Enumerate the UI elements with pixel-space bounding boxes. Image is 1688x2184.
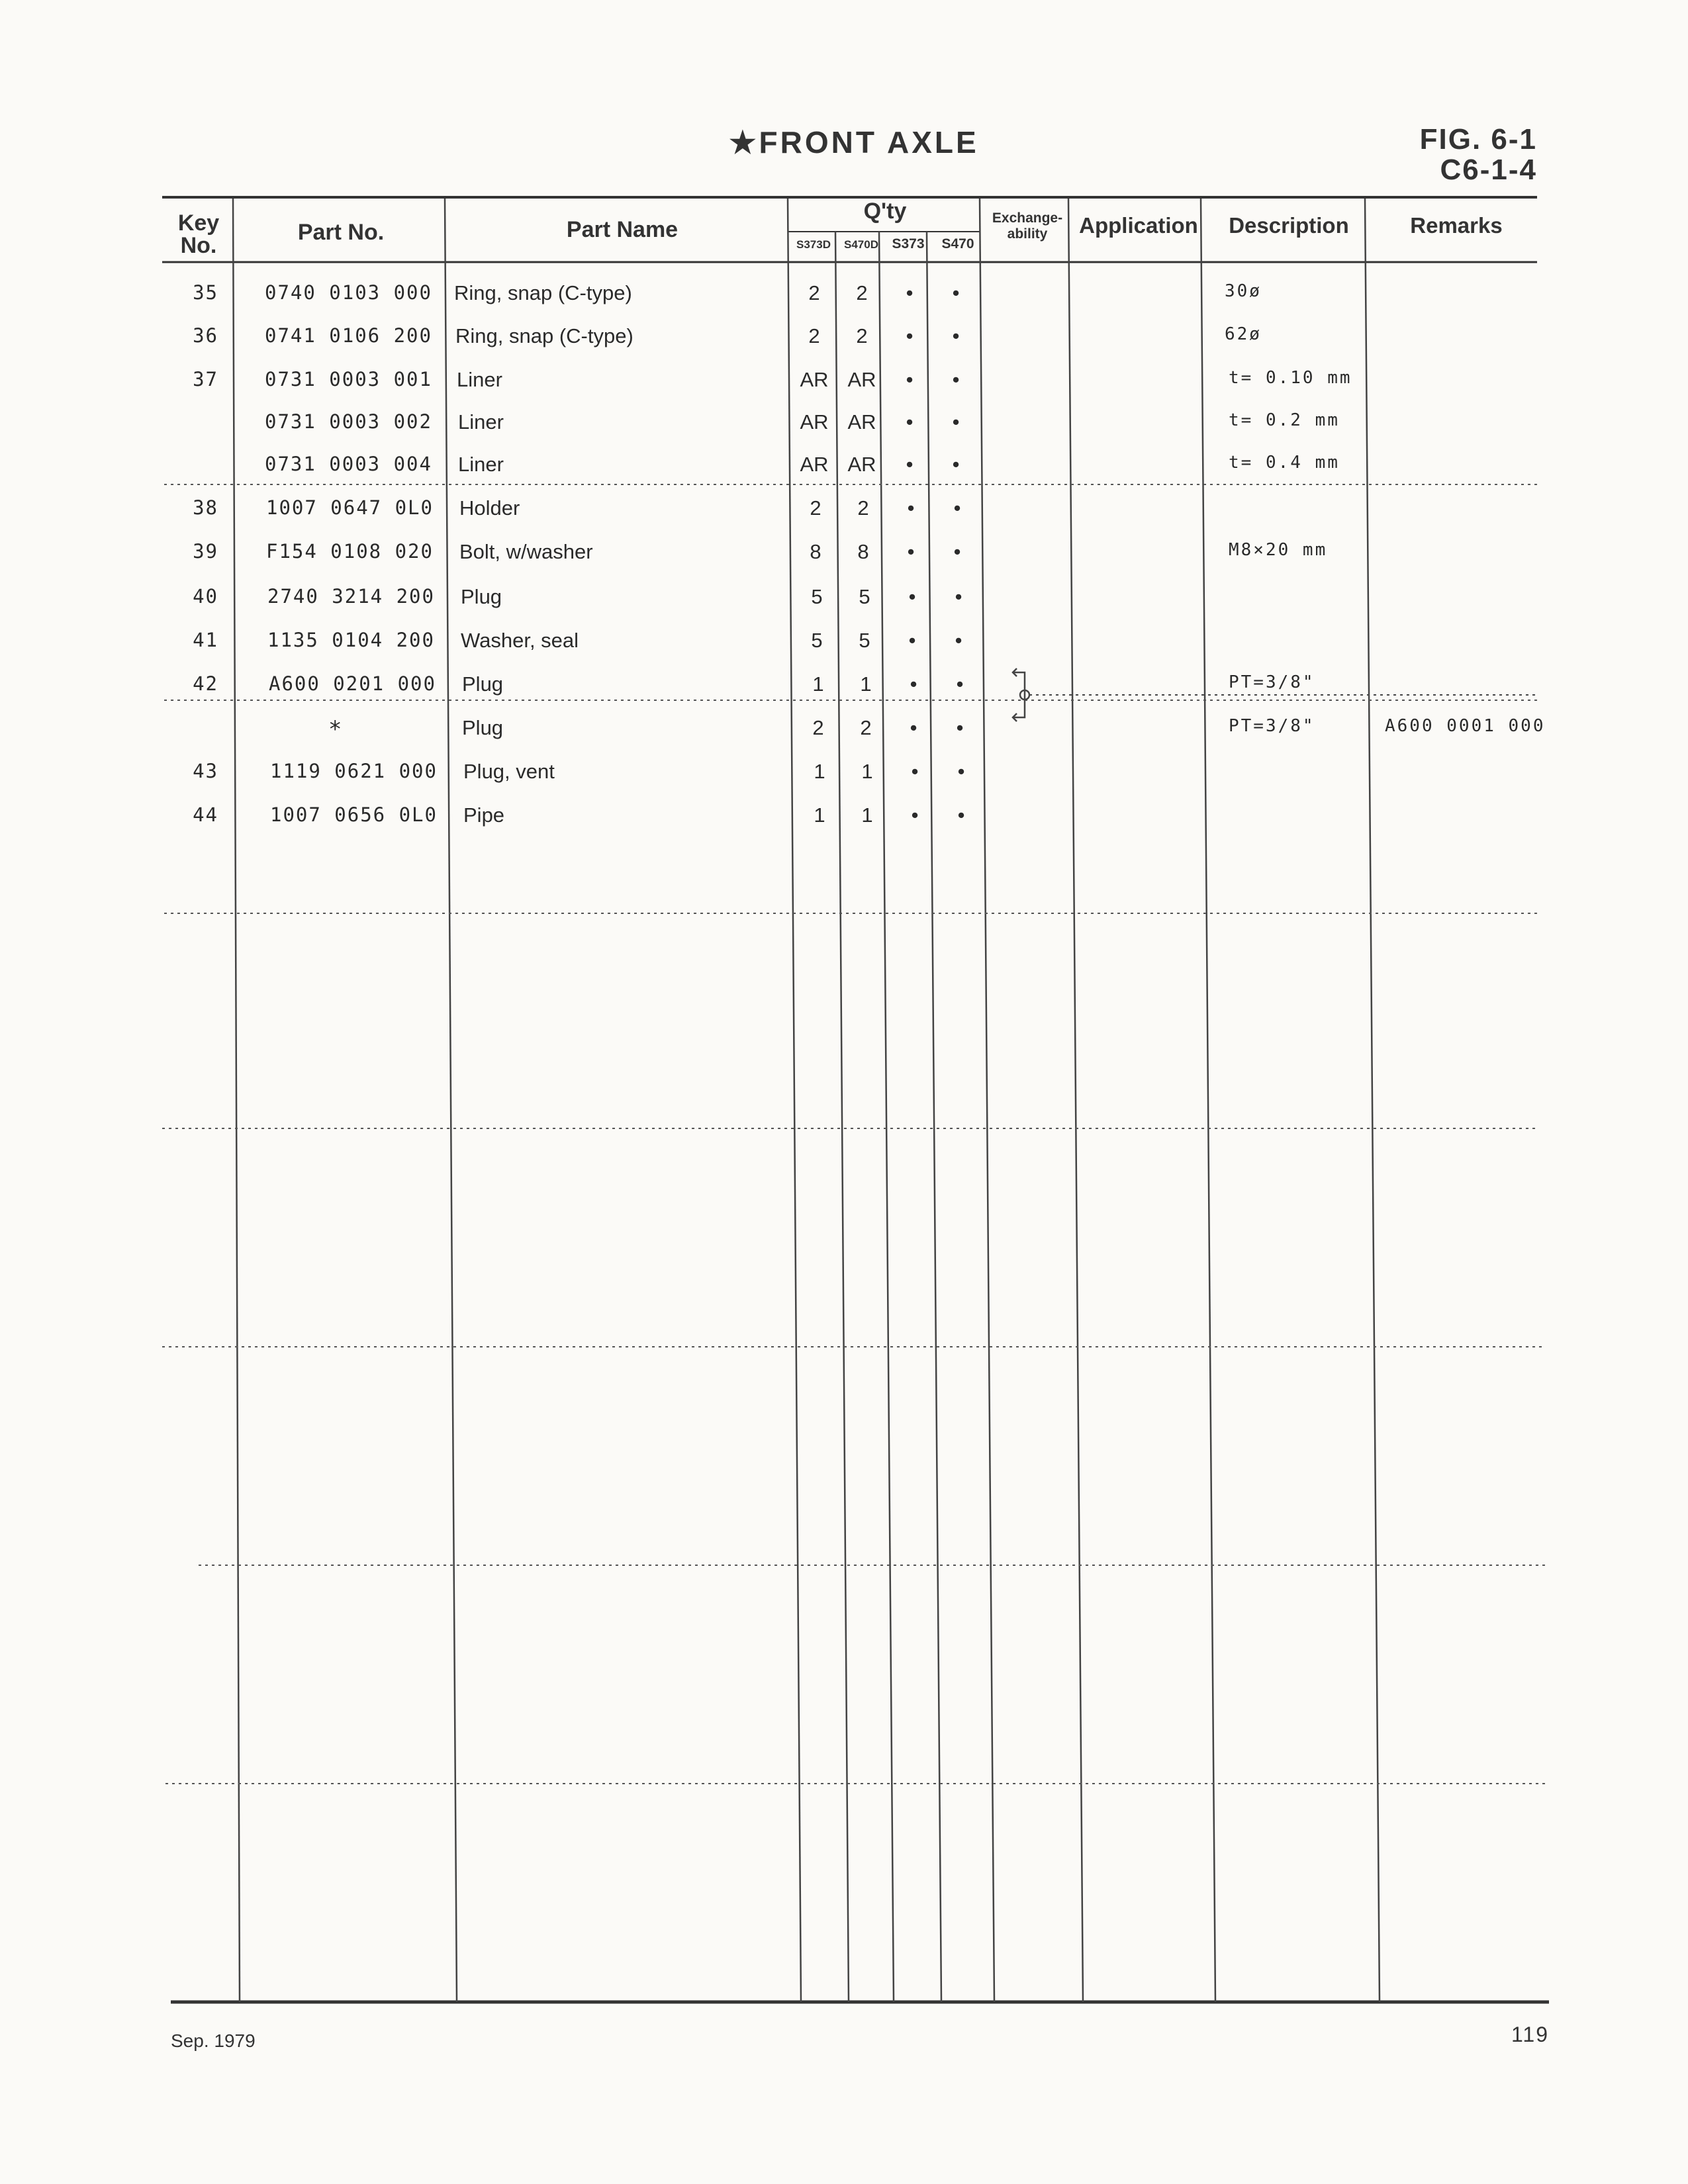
qty-s470d: 2	[856, 281, 868, 304]
qty-s373d: 2	[812, 716, 824, 739]
qty-s373d: AR	[800, 410, 829, 433]
description: t= 0.2 mm	[1229, 410, 1340, 430]
part-name: Plug, vent	[463, 760, 555, 783]
qty-s373: •	[906, 281, 914, 304]
header-exchangeability: Exchange- ability	[992, 210, 1063, 242]
part-name: Holder	[459, 496, 520, 520]
qty-s470: •	[957, 760, 965, 783]
page-title: ★FRONT AXLE	[729, 125, 979, 159]
qty-s373: •	[908, 585, 916, 608]
description: t= 0.10 mm	[1229, 368, 1352, 388]
part-number: A600 0201 000	[269, 672, 436, 695]
qty-s373d: AR	[800, 368, 829, 391]
qty-s470d: 2	[856, 324, 868, 347]
header-qty-s373d: S373D	[796, 238, 831, 251]
qty-s470: •	[952, 368, 960, 391]
key-no: 42	[193, 672, 218, 695]
qty-s373d: 8	[810, 540, 821, 563]
header-part-no: Part No.	[297, 220, 385, 245]
key-no: 40	[193, 585, 218, 608]
qty-s373d: AR	[800, 453, 829, 476]
part-number: 0740 0103 000	[265, 281, 432, 304]
qty-s373d: 2	[808, 324, 820, 347]
description: 62ø	[1225, 324, 1262, 344]
description: 30ø	[1225, 281, 1262, 301]
key-no: 43	[193, 760, 218, 782]
qty-s373: •	[911, 760, 919, 783]
qty-s373: •	[910, 672, 917, 696]
header-qty: Q'ty	[863, 199, 907, 224]
part-number: 0741 0106 200	[265, 324, 432, 347]
qty-s373d: 1	[814, 803, 825, 827]
part-name: Bolt, w/washer	[459, 540, 593, 563]
key-no: 41	[193, 629, 218, 651]
qty-s470: •	[953, 496, 961, 520]
key-no: 39	[193, 540, 218, 563]
part-number: 1119 0621 000	[270, 760, 438, 782]
qty-s470d: 8	[857, 540, 869, 563]
part-name: Plug	[462, 716, 504, 739]
key-no: 36	[193, 324, 218, 347]
qty-s470d: AR	[847, 368, 876, 391]
part-name: Washer, seal	[461, 629, 579, 652]
page-number: 119	[1511, 2023, 1549, 2046]
qty-s470: •	[955, 585, 962, 608]
qty-s373: •	[906, 410, 914, 433]
qty-s373: •	[906, 453, 914, 476]
description: PT=3/8"	[1229, 672, 1315, 692]
part-number: 1007 0647 0L0	[266, 496, 434, 519]
qty-s373: •	[911, 803, 919, 827]
key-no: 44	[193, 803, 218, 826]
key-no: 37	[193, 368, 218, 390]
header-remarks: Remarks	[1410, 213, 1503, 238]
qty-s470d: 1	[861, 803, 873, 827]
key-no: 38	[193, 496, 218, 519]
publication-date: Sep. 1979	[171, 2030, 256, 2051]
part-number: F154 0108 020	[266, 540, 434, 563]
qty-s470: •	[952, 324, 960, 347]
part-number: 0731 0003 002	[265, 410, 432, 433]
part-number: 0731 0003 004	[265, 453, 432, 475]
qty-s470: •	[956, 716, 964, 739]
description: PT=3/8"	[1229, 716, 1315, 736]
remarks: A600 0001 000	[1385, 716, 1546, 736]
part-number: 0731 0003 001	[265, 368, 432, 390]
part-name: Liner	[458, 453, 504, 476]
qty-s373: •	[906, 324, 914, 347]
header-description: Description	[1229, 213, 1349, 238]
part-number: 1135 0104 200	[267, 629, 435, 651]
figure-number: FIG. 6-1	[1419, 123, 1537, 156]
header-qty-s470d: S470D	[844, 238, 878, 251]
qty-s373d: 5	[811, 585, 823, 608]
description: t= 0.4 mm	[1229, 453, 1340, 473]
qty-s373: •	[907, 540, 915, 563]
header-qty-s373: S373	[892, 236, 925, 251]
header-application: Application	[1079, 213, 1198, 238]
qty-s470d: 2	[860, 716, 872, 739]
part-name: Pipe	[463, 803, 505, 827]
header-key-no: Key No.	[177, 210, 220, 258]
part-number: 1007 0656 0L0	[270, 803, 438, 826]
qty-s373d: 2	[808, 281, 820, 304]
qty-s470: •	[952, 410, 960, 433]
part-number: *	[328, 716, 344, 743]
qty-s373: •	[907, 496, 915, 520]
qty-s373: •	[910, 716, 917, 739]
qty-s470: •	[957, 803, 965, 827]
qty-s470d: AR	[847, 453, 876, 476]
qty-s470: •	[952, 453, 960, 476]
qty-s470d: 1	[861, 760, 873, 783]
qty-s470: •	[955, 629, 962, 652]
qty-s470: •	[953, 540, 961, 563]
figure-code: C6-1-4	[1440, 154, 1537, 186]
header-qty-s470: S470	[941, 236, 974, 251]
part-name: Ring, snap (C-type)	[455, 324, 633, 347]
key-no: 35	[193, 281, 218, 304]
part-name: Plug	[461, 585, 502, 608]
qty-s373d: 1	[812, 672, 824, 696]
part-name: Plug	[462, 672, 504, 696]
qty-s373: •	[908, 629, 916, 652]
part-number: 2740 3214 200	[267, 585, 435, 608]
qty-s470d: 5	[859, 585, 870, 608]
description: M8×20 mm	[1229, 540, 1328, 560]
part-name: Liner	[457, 368, 502, 391]
qty-s470: •	[956, 672, 964, 696]
qty-s373: •	[906, 368, 914, 391]
qty-s470: •	[952, 281, 960, 304]
qty-s470d: AR	[847, 410, 876, 433]
qty-s373d: 5	[811, 629, 823, 652]
qty-s470d: 5	[859, 629, 870, 652]
qty-s373d: 1	[814, 760, 825, 783]
qty-s470d: 2	[857, 496, 869, 520]
qty-s373d: 2	[810, 496, 821, 520]
qty-s470d: 1	[860, 672, 872, 696]
part-name: Liner	[458, 410, 504, 433]
part-name: Ring, snap (C-type)	[454, 281, 632, 304]
header-part-name: Part Name	[566, 217, 679, 242]
